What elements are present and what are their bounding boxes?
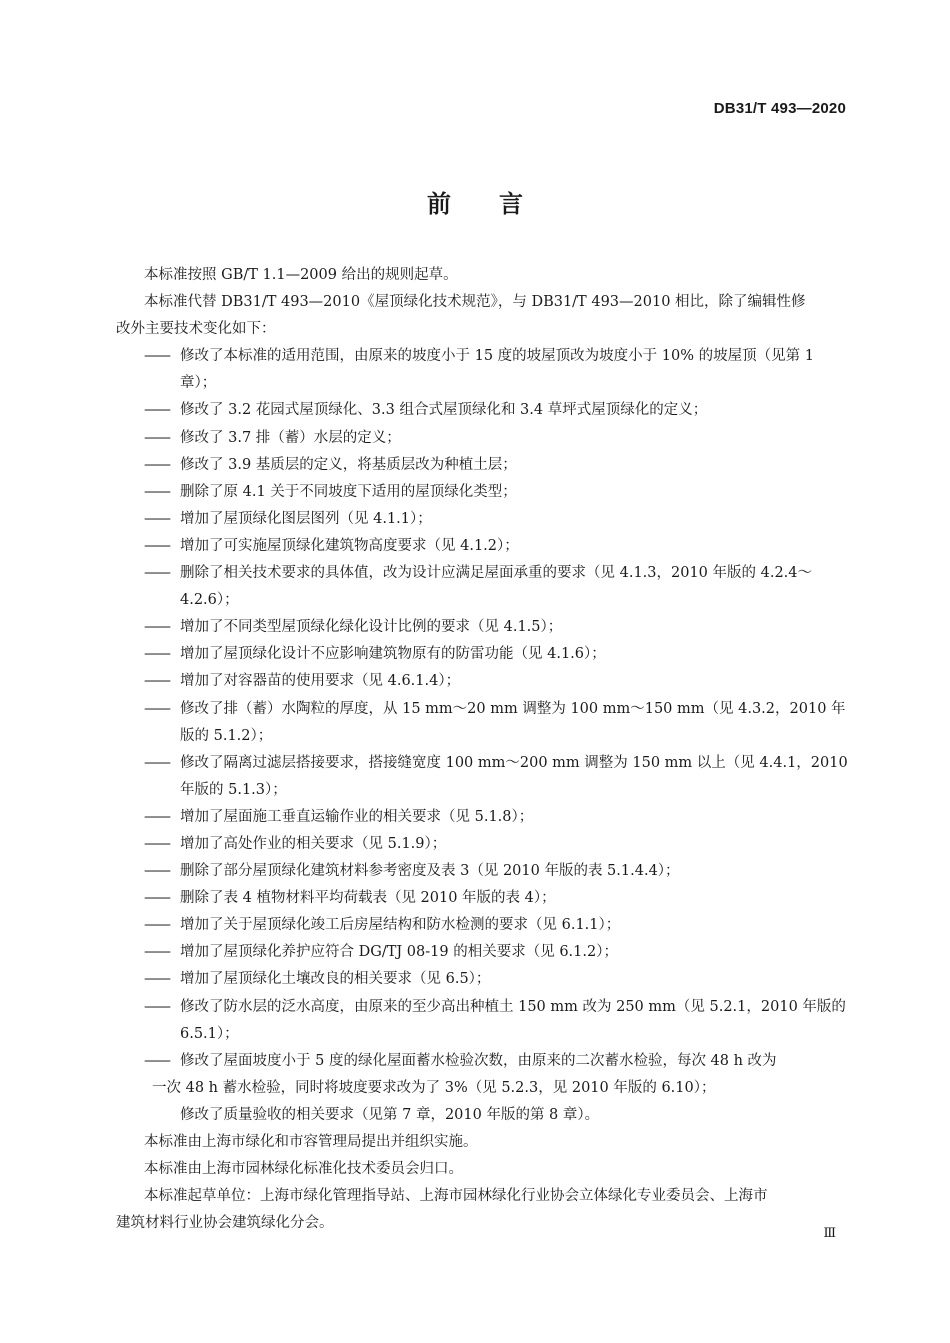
item-dash: —— xyxy=(144,917,169,934)
drafting-rule-paragraph: 本标准按照 GB/T 1.1—2009 给出的规则起草。 xyxy=(144,267,458,283)
list-item xyxy=(144,804,850,831)
item-text: 增加了关于屋顶绿化竣工后房屋结构和防水检测的要求（见 6.1.1）； xyxy=(180,917,621,934)
item-text: 增加了可实施屋顶绿化建筑物高度要求（见 4.1.2）； xyxy=(180,537,519,554)
list-item xyxy=(144,966,850,993)
item-dash: —— xyxy=(144,483,169,500)
list-item xyxy=(144,614,850,641)
item-dash: —— xyxy=(144,348,169,365)
item-dash: —— xyxy=(144,863,169,880)
list-item xyxy=(144,343,850,397)
list-item xyxy=(144,939,850,966)
item-text: 增加了高处作业的相关要求（见 5.1.9）； xyxy=(180,835,447,852)
item-text: 增加了对容器苗的使用要求（见 4.6.1.4）； xyxy=(180,673,461,690)
item-dash: —— xyxy=(144,998,169,1015)
item-dash: —— xyxy=(144,673,169,690)
item-text: 增加了屋面施工垂直运输作业的相关要求（见 5.1.8）； xyxy=(180,808,534,825)
item-text: 修改了质量验收的相关要求（见第 7 章，2010 年版的第 8 章）。 xyxy=(180,1106,600,1123)
page-number: Ⅲ xyxy=(823,1226,836,1241)
list-item xyxy=(144,912,850,939)
replacement-paragraph-line1: 本标准代替 DB31/T 493—2010《屋顶绿化技术规范》，与 DB31/T 493—2010 相比，除了编辑性修 xyxy=(144,294,806,311)
list-item xyxy=(144,397,850,424)
page-title xyxy=(0,184,950,219)
item-text: 修改了防水层的泛水高度，由原来的至少高出种植土 150 mm 改为 250 mm（见 5.2.1，2010 年版的 6.5.1）； xyxy=(180,998,846,1042)
item-dash: —— xyxy=(144,619,169,636)
item-dash: —— xyxy=(144,510,169,527)
list-item xyxy=(144,885,850,912)
replacement-paragraph-line2: 改外主要技术变化如下： xyxy=(116,321,276,338)
item-dash: —— xyxy=(144,700,169,717)
list-item xyxy=(144,750,850,804)
item-text: 增加了屋顶绿化养护应符合 DG/TJ 08-19 的相关要求（见 6.1.2）； xyxy=(180,944,618,961)
item-dash: —— xyxy=(144,537,169,554)
list-item xyxy=(144,425,850,452)
list-item xyxy=(144,479,850,506)
item-dash: —— xyxy=(144,456,169,473)
changes-list xyxy=(144,343,850,1047)
foreword-body xyxy=(116,262,850,1237)
item-text: 删除了表 4 植物材料平均荷载表（见 2010 年版的表 4）； xyxy=(180,890,556,907)
item-text: 修改了 3.7 排（蓄）水层的定义； xyxy=(180,429,401,446)
list-item-last xyxy=(144,1102,850,1129)
standard-code: DB31/T 493—2020 xyxy=(713,100,846,117)
item-dash: —— xyxy=(144,565,169,582)
item-text: 增加了屋顶绿化土壤改良的相关要求（见 6.5）； xyxy=(180,971,491,988)
item-text: 增加了屋顶绿化图层图列（见 4.1.1）； xyxy=(180,510,432,527)
item-text: 增加了不同类型屋顶绿化绿化设计比例的要求（见 4.1.5）； xyxy=(180,619,563,636)
drafters-paragraph-line2: 建筑材料行业协会建筑绿化分会。 xyxy=(116,1215,334,1232)
item-text: 修改了 3.2 花园式屋顶绿化、3.3 组合式屋顶绿化和 3.4 草坪式屋顶绿化的定义； xyxy=(180,402,708,419)
list-item xyxy=(144,668,850,695)
item-text-line2: 一次 48 h 蓄水检验，同时将坡度要求改为了 3%（见 5.2.3，见 2010 年版的 6.10）； xyxy=(152,1079,716,1096)
item-text: 修改了本标准的适用范围，由原来的坡度小于 15 度的坡屋顶改为坡度小于 10% 的坡屋顶（见第 1 章）； xyxy=(180,348,814,392)
item-text: 增加了屋顶绿化设计不应影响建筑物原有的防雷功能（见 4.1.6）； xyxy=(180,646,606,663)
list-item xyxy=(144,641,850,668)
item-text: 修改了排（蓄）水陶粒的厚度，从 15 mm～20 mm 调整为 100 mm～150 mm（见 4.3.2，2010 年版的 5.1.2）； xyxy=(180,700,846,744)
list-item xyxy=(144,452,850,479)
list-item xyxy=(144,560,850,614)
item-dash: —— xyxy=(144,808,169,825)
list-item xyxy=(144,506,850,533)
list-item xyxy=(144,533,850,560)
item-text: 修改了 3.9 基质层的定义，将基质层改为种植土层； xyxy=(180,456,517,473)
item-text-line1: 修改了屋面坡度小于 5 度的绿化屋面蓄水检验次数，由原来的二次蓄水检验，每次 48 h 改为 xyxy=(180,1052,777,1069)
committee-paragraph: 本标准由上海市园林绿化标准化技术委员会归口。 xyxy=(144,1161,463,1178)
item-dash: —— xyxy=(144,971,169,988)
list-item xyxy=(144,858,850,885)
item-dash: —— xyxy=(144,1052,169,1069)
item-dash: —— xyxy=(144,429,169,446)
proposer-paragraph: 本标准由上海市绿化和市容管理局提出并组织实施。 xyxy=(144,1134,478,1150)
item-dash: —— xyxy=(144,890,169,907)
item-text: 删除了部分屋顶绿化建筑材料参考密度及表 3（见 2010 年版的表 5.1.4.4）； xyxy=(180,863,680,880)
drafters-paragraph-line1: 本标准起草单位：上海市绿化管理指导站、上海市园林绿化行业协会立体绿化专业委员会、上海市 xyxy=(144,1188,768,1205)
item-text: 删除了相关技术要求的具体值，改为设计应满足屋面承重的要求（见 4.1.3，2010 年版的 4.2.4～4.2.6）； xyxy=(180,565,813,609)
item-dash: —— xyxy=(144,944,169,961)
item-text: 删除了原 4.1 关于不同坡度下适用的屋顶绿化类型； xyxy=(180,483,517,500)
title-char-2: 言 xyxy=(499,190,523,218)
item-dash: —— xyxy=(144,646,169,663)
list-item xyxy=(144,994,850,1048)
item-text: 修改了隔离过滤层搭接要求，搭接缝宽度 100 mm～200 mm 调整为 150 mm 以上（见 4.4.1，2010 年版的 5.1.3）； xyxy=(180,754,848,798)
list-item xyxy=(144,831,850,858)
item-dash: —— xyxy=(144,402,169,419)
list-item xyxy=(144,1048,850,1075)
item-dash: —— xyxy=(144,754,169,771)
title-char-1: 前 xyxy=(427,190,451,218)
item-dash: —— xyxy=(144,835,169,852)
list-item xyxy=(144,696,850,750)
